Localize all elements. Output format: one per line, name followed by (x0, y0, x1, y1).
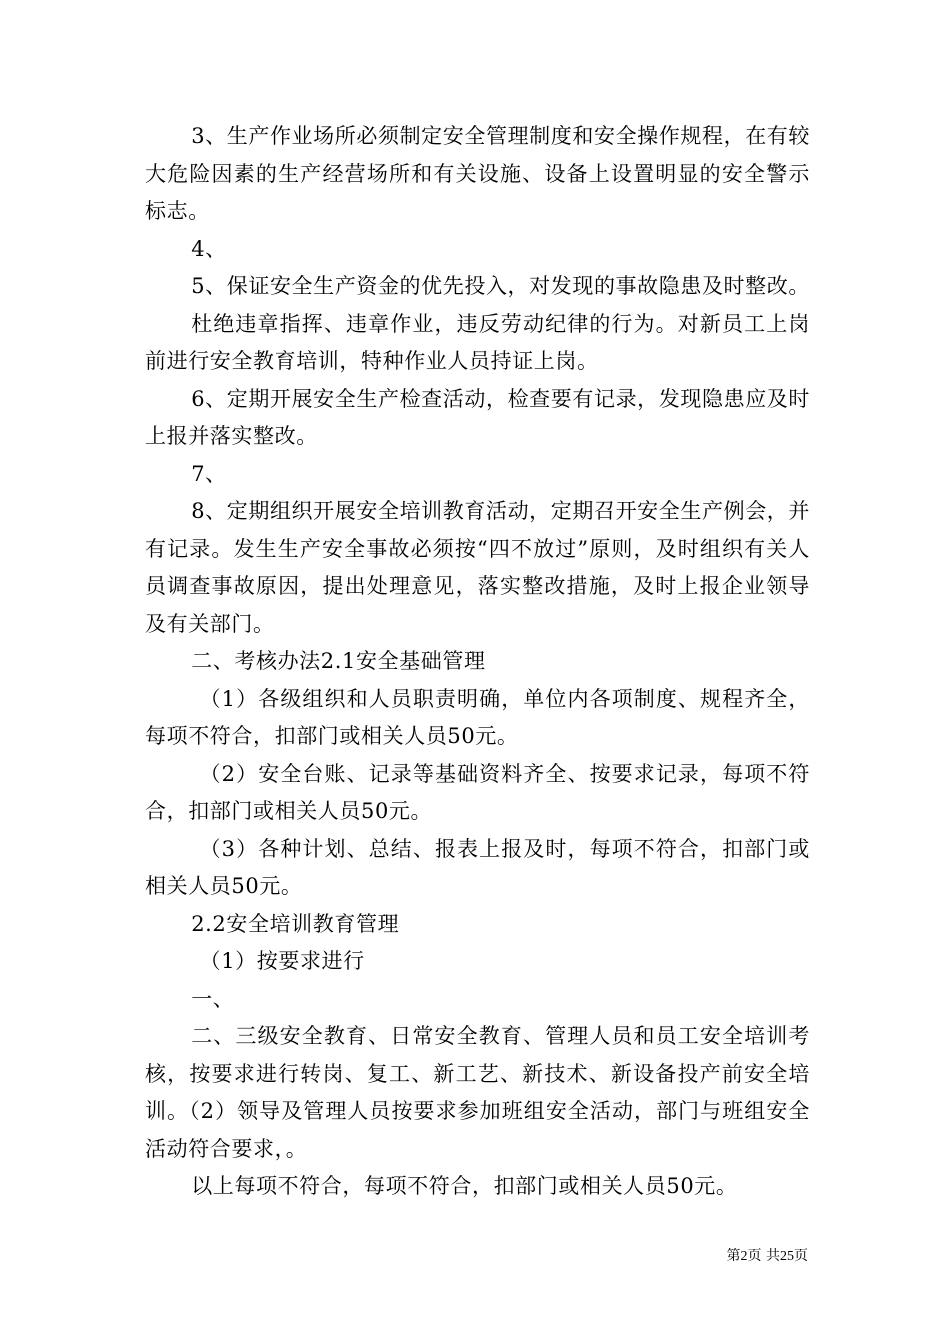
paragraph-item-3: 3、生产作业场所必须制定安全管理制度和安全操作规程，在有较大危险因素的生产经营场所和有关设施、设备上设置明显的安全警示标志。 (145, 124, 810, 223)
document-body (145, 118, 810, 1206)
paragraph-penalty: 以上每项不符合，每项不符合，扣部门或相关人员50元。 (191, 1174, 738, 1198)
paragraph-no-violation: 杜绝违章指挥、违章作业，违反劳动纪律的行为。对新员工上岗前进行安全教育培训，特种作业人员持证上岗。 (145, 311, 810, 373)
section-heading-assessment: 二、考核办法2.1安全基础管理 (191, 649, 486, 673)
paragraph-numeral-one: 一、 (191, 986, 235, 1011)
footer-total-pages: 25 (780, 1249, 794, 1264)
paragraph-item-4: 4、 (191, 236, 227, 261)
paragraph-numeral-two: 二、三级安全教育、日常安全教育、管理人员和员工安全培训考核，按要求进行转岗、复工、新工艺、新技术、新设备投产前安全培训。（2）领导及管理人员按要求参加班组安全活动，部门与班组安全活动符合要求，。 (145, 1024, 810, 1161)
footer-page-number: 2 (740, 1249, 748, 1264)
footer-suffix: 页 (794, 1248, 808, 1264)
paragraph-clause-2: （2）安全台账、记录等基础资料齐全、按要求记录，每项不符合，扣部门或相关人员50元。 (145, 761, 810, 823)
paragraph-clause-3: （3）各种计划、总结、报表上报及时，每项不符合，扣部门或相关人员50元。 (145, 836, 810, 898)
paragraph-clause-1: （1）各级组织和人员职责明确，单位内各项制度、规程齐全，每项不符合，扣部门或相关人员50元。 (145, 686, 810, 748)
footer-prefix: 第 (726, 1248, 741, 1264)
paragraph-item-5: 5、保证安全生产资金的优先投入，对发现的事故隐患及时整改。 (191, 274, 810, 298)
footer-middle: 页 共 (747, 1248, 780, 1264)
paragraph-item-8: 8、定期组织开展安全培训教育活动，定期召开安全生产例会，并有记录。发生生产安全事故必须按“四不放过”原则，及时组织有关人员调查事故原因，提出处理意见，落实整改措施，及时上报企业领导及有关部门。 (145, 499, 810, 636)
paragraph-training-1: （1）按要求进行 (199, 949, 365, 973)
paragraph-item-6: 6、定期开展安全生产检查活动，检查要有记录，发现隐患应及时上报并落实整改。 (145, 386, 810, 448)
page-footer (0, 1247, 808, 1266)
paragraph-item-7: 7、 (191, 461, 227, 486)
section-heading-training: 2.2安全培训教育管理 (191, 911, 400, 936)
